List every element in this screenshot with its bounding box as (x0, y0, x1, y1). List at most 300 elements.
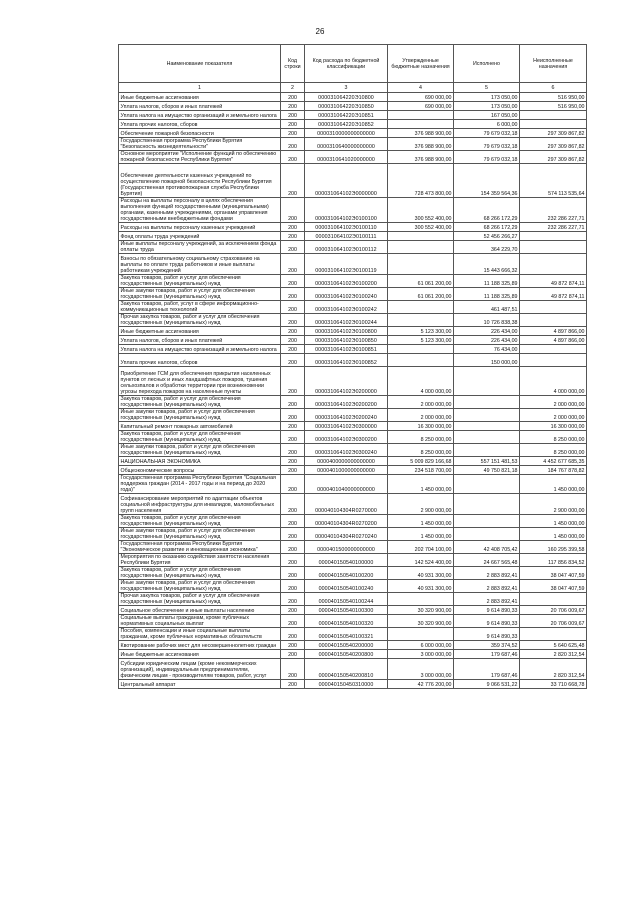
executed-amount-cell: 9 066 531,22 (454, 680, 520, 689)
executed-amount-cell: 179 687,46 (454, 659, 520, 680)
indicator-name-cell: Взносы по обязательному социальному страхованию на выплаты по оплате труда работников и иные выплаты работникам учреждений (119, 254, 281, 275)
line-code-cell: 200 (281, 457, 305, 466)
line-code-cell: 200 (281, 275, 305, 288)
indicator-name-cell: Прочая закупка товаров, работ и услуг для обеспечения государственных (муниципальных) нужд (119, 314, 281, 327)
budget-code-cell: 000031064102Э0300000 (305, 422, 388, 431)
executed-amount-cell: 9 614 890,33 (454, 606, 520, 615)
executed-amount-cell: 79 679 032,18 (454, 129, 520, 138)
budget-code-cell: 000040150540100300 (305, 606, 388, 615)
line-code-cell: 200 (281, 466, 305, 475)
budget-code-cell: 000031064102Э0100119 (305, 254, 388, 275)
budget-code-cell: 000040150540100320 (305, 615, 388, 628)
header-approved: Утвержденные бюджетные назначения (388, 45, 454, 83)
indicator-name-cell: Иные закупки товаров, работ и услуг для обеспечения государственных (муниципальных) нужд (119, 528, 281, 541)
approved-amount-cell: 4 000 000,00 (388, 367, 454, 396)
approved-amount-cell: 40 931 300,00 (388, 567, 454, 580)
unexecuted-amount-cell: 184 767 878,82 (520, 466, 587, 475)
unexecuted-amount-cell: 160 295 399,58 (520, 541, 587, 554)
executed-amount-cell (454, 396, 520, 409)
unexecuted-amount-cell (520, 254, 587, 275)
budget-code-cell: 0000401040000000000 (305, 475, 388, 494)
line-code-cell: 200 (281, 554, 305, 567)
budget-code-cell: 000031064102Э0200240 (305, 409, 388, 422)
unexecuted-amount-cell: 20 706 009,67 (520, 615, 587, 628)
table-row (119, 641, 587, 650)
approved-amount-cell (388, 593, 454, 606)
unexecuted-amount-cell (520, 241, 587, 254)
unexecuted-amount-cell: 516 950,00 (520, 102, 587, 111)
table-row (119, 314, 587, 327)
table-row (119, 254, 587, 275)
indicator-name-cell: Закупка товаров, работ и услуг для обеспечения государственных (муниципальных) нужд (119, 396, 281, 409)
executed-amount-cell: 364 229,70 (454, 241, 520, 254)
executed-amount-cell: 557 151 481,53 (454, 457, 520, 466)
unexecuted-amount-cell: 117 856 834,52 (520, 554, 587, 567)
budget-code-cell: 000040150540100240 (305, 580, 388, 593)
indicator-name-cell: Приобретение ГСМ для обеспечения прикрытия населенных пунктов от лесных и иных ландшафтных пожаров, тушения сельхозпалов и обработки территории при возникновении угрозы перехода пожаров на населенные пункты (119, 367, 281, 396)
table-row (119, 409, 587, 422)
table-row (119, 515, 587, 528)
line-code-cell: 200 (281, 151, 305, 164)
line-code-cell: 200 (281, 680, 305, 689)
table-row (119, 466, 587, 475)
table-row (119, 567, 587, 580)
approved-amount-cell: 2 000 000,00 (388, 396, 454, 409)
approved-amount-cell (388, 345, 454, 354)
approved-amount-cell (388, 314, 454, 327)
approved-amount-cell: 3 000 000,00 (388, 650, 454, 659)
table-row (119, 151, 587, 164)
indicator-name-cell: Государственная программа Республики Бурятия "Социальная поддержка граждан (2014 - 2017 годы и на период до 2020 года)" (119, 475, 281, 494)
approved-amount-cell: 6 000 000,00 (388, 641, 454, 650)
unexecuted-amount-cell (520, 120, 587, 129)
executed-amount-cell: 42 408 705,42 (454, 541, 520, 554)
approved-amount-cell: 300 552 400,00 (388, 198, 454, 223)
line-code-cell: 200 (281, 422, 305, 431)
approved-amount-cell (388, 120, 454, 129)
executed-amount-cell (454, 367, 520, 396)
unexecuted-amount-cell: 516 950,00 (520, 93, 587, 102)
table-row (119, 138, 587, 151)
indicator-name-cell: Иные бюджетные ассигнования (119, 93, 281, 102)
indicator-name-cell: Обеспечение деятельности казенных учреждений по осуществлению пожарной безопасности Республики Бурятия (Государственная противопожарная служба Республики Бурятия) (119, 164, 281, 198)
indicator-name-cell: Иные закупки товаров, работ и услуг для обеспечения государственных (муниципальных) нужд (119, 288, 281, 301)
executed-amount-cell (454, 515, 520, 528)
line-code-cell: 200 (281, 301, 305, 314)
unexecuted-amount-cell: 2 000 000,00 (520, 396, 587, 409)
column-number-row (119, 83, 587, 93)
line-code-cell: 200 (281, 138, 305, 151)
indicator-name-cell: Капитальный ремонт пожарных автомобилей (119, 422, 281, 431)
table-row (119, 422, 587, 431)
indicator-name-cell: Обеспечение пожарной безопасности (119, 129, 281, 138)
executed-amount-cell: 10 726 838,38 (454, 314, 520, 327)
executed-amount-cell: 15 443 666,32 (454, 254, 520, 275)
approved-amount-cell: 5 009 829 166,68 (388, 457, 454, 466)
unexecuted-amount-cell: 1 450 000,00 (520, 528, 587, 541)
executed-amount-cell (454, 528, 520, 541)
column-number: 3 (305, 83, 388, 93)
unexecuted-amount-cell: 2 820 312,54 (520, 659, 587, 680)
executed-amount-cell: 226 434,00 (454, 336, 520, 345)
unexecuted-amount-cell: 16 300 000,00 (520, 422, 587, 431)
line-code-cell: 200 (281, 111, 305, 120)
budget-code-cell: 000040150540200000 (305, 641, 388, 650)
unexecuted-amount-cell: 38 047 407,59 (520, 567, 587, 580)
line-code-cell: 200 (281, 580, 305, 593)
column-number: 6 (520, 83, 587, 93)
approved-amount-cell: 8 250 000,00 (388, 431, 454, 444)
line-code-cell: 200 (281, 367, 305, 396)
budget-execution-table (118, 44, 587, 689)
approved-amount-cell: 30 320 900,00 (388, 606, 454, 615)
budget-code-cell: 000031064102Э0100800 (305, 327, 388, 336)
unexecuted-amount-cell: 49 872 874,11 (520, 275, 587, 288)
indicator-name-cell: Социальные выплаты гражданам, кроме публичных нормативных социальных выплат (119, 615, 281, 628)
budget-code-cell: 000031064102Э0200200 (305, 396, 388, 409)
indicator-name-cell: Уплата прочих налогов, сборов (119, 120, 281, 129)
table-row (119, 336, 587, 345)
budget-code-cell: 000031064102Э0100200 (305, 275, 388, 288)
budget-code-cell: 000031064102Э0100852 (305, 354, 388, 367)
budget-code-cell: 000040150540100244 (305, 593, 388, 606)
approved-amount-cell: 2 900 000,00 (388, 494, 454, 515)
line-code-cell: 200 (281, 254, 305, 275)
table-row (119, 541, 587, 554)
line-code-cell: 200 (281, 354, 305, 367)
budget-code-cell: 000031064220Э10850 (305, 102, 388, 111)
indicator-name-cell: Закупка товаров, работ и услуг для обеспечения государственных (муниципальных) нужд (119, 567, 281, 580)
line-code-cell: 200 (281, 615, 305, 628)
line-code-cell: 200 (281, 593, 305, 606)
executed-amount-cell: 11 188 325,89 (454, 288, 520, 301)
line-code-cell: 200 (281, 567, 305, 580)
line-code-cell: 200 (281, 129, 305, 138)
indicator-name-cell: Иные закупки товаров, работ и услуг для обеспечения государственных (муниципальных) нужд (119, 580, 281, 593)
unexecuted-amount-cell: 33 710 668,78 (520, 680, 587, 689)
indicator-name-cell: Закупка товаров, работ, услуг в сфере информационно-коммуникационных технологий (119, 301, 281, 314)
line-code-cell: 200 (281, 606, 305, 615)
budget-code-cell: 000031064220Э10851 (305, 111, 388, 120)
table-row (119, 680, 587, 689)
table-row (119, 93, 587, 102)
indicator-name-cell: Иные выплаты персоналу учреждений, за исключением фонда оплаты труда (119, 241, 281, 254)
budget-code-cell: 0000310000000000000 (305, 129, 388, 138)
indicator-name-cell: Закупка товаров, работ и услуг для обеспечения государственных (муниципальных) нужд (119, 275, 281, 288)
column-number: 4 (388, 83, 454, 93)
approved-amount-cell: 690 000,00 (388, 102, 454, 111)
indicator-name-cell: Расходы на выплаты персоналу казенных учреждений (119, 223, 281, 232)
approved-amount-cell: 5 123 300,00 (388, 336, 454, 345)
indicator-name-cell: Софинансирование мероприятий по адаптации объектов социальной инфраструктуры для инвалидов, маломобильных групп населения (119, 494, 281, 515)
table-row (119, 628, 587, 641)
executed-amount-cell: 76 434,00 (454, 345, 520, 354)
executed-amount-cell: 68 266 172,29 (454, 198, 520, 223)
approved-amount-cell: 1 450 000,00 (388, 475, 454, 494)
budget-code-cell: 000031064102Э0100110 (305, 223, 388, 232)
line-code-cell: 200 (281, 659, 305, 680)
unexecuted-amount-cell: 4 452 677 685,35 (520, 457, 587, 466)
line-code-cell: 200 (281, 93, 305, 102)
approved-amount-cell (388, 628, 454, 641)
table-row (119, 659, 587, 680)
approved-amount-cell: 376 988 900,00 (388, 151, 454, 164)
line-code-cell: 200 (281, 336, 305, 345)
executed-amount-cell: 9 614 890,33 (454, 615, 520, 628)
executed-amount-cell: 173 050,00 (454, 93, 520, 102)
unexecuted-amount-cell: 4 897 866,00 (520, 336, 587, 345)
executed-amount-cell (454, 475, 520, 494)
approved-amount-cell (388, 241, 454, 254)
table-row (119, 354, 587, 367)
unexecuted-amount-cell (520, 345, 587, 354)
indicator-name-cell: Иные бюджетные ассигнования (119, 327, 281, 336)
table-row (119, 615, 587, 628)
unexecuted-amount-cell: 38 047 407,59 (520, 580, 587, 593)
table-row (119, 111, 587, 120)
table-row (119, 606, 587, 615)
executed-amount-cell: 167 050,00 (454, 111, 520, 120)
indicator-name-cell: Общеэкономические вопросы (119, 466, 281, 475)
approved-amount-cell: 42 776 200,00 (388, 680, 454, 689)
column-number: 2 (281, 83, 305, 93)
budget-code-cell: 000031064102Э0300200 (305, 431, 388, 444)
unexecuted-amount-cell (520, 593, 587, 606)
unexecuted-amount-cell: 49 872 874,11 (520, 288, 587, 301)
indicator-name-cell: Уплата налогов, сборов и иных платежей (119, 102, 281, 111)
budget-code-cell: 000040150540100000 (305, 554, 388, 567)
table-row (119, 198, 587, 223)
line-code-cell: 200 (281, 641, 305, 650)
table-row (119, 593, 587, 606)
approved-amount-cell (388, 232, 454, 241)
executed-amount-cell (454, 431, 520, 444)
approved-amount-cell: 728 473 800,00 (388, 164, 454, 198)
approved-amount-cell: 300 552 400,00 (388, 223, 454, 232)
unexecuted-amount-cell: 2 900 000,00 (520, 494, 587, 515)
unexecuted-amount-cell: 232 286 227,71 (520, 223, 587, 232)
budget-code-cell: 0000310641020000000 (305, 151, 388, 164)
approved-amount-cell: 16 300 000,00 (388, 422, 454, 431)
table-row (119, 129, 587, 138)
approved-amount-cell: 2 000 000,00 (388, 409, 454, 422)
line-code-cell: 200 (281, 475, 305, 494)
table-body (119, 93, 587, 689)
indicator-name-cell: Иные закупки товаров, работ и услуг для обеспечения государственных (муниципальных) нужд (119, 409, 281, 422)
executed-amount-cell: 68 266 172,29 (454, 223, 520, 232)
executed-amount-cell: 52 456 266,27 (454, 232, 520, 241)
line-code-cell: 200 (281, 241, 305, 254)
indicator-name-cell: Государственная программа Республики Бурятия "Безопасность жизнедеятельности" (119, 138, 281, 151)
table-row (119, 102, 587, 111)
unexecuted-amount-cell: 297 309 867,82 (520, 129, 587, 138)
unexecuted-amount-cell: 4 000 000,00 (520, 367, 587, 396)
indicator-name-cell: Мероприятия по оказанию содействия занятости населения Республики Бурятия (119, 554, 281, 567)
line-code-cell: 200 (281, 198, 305, 223)
line-code-cell: 200 (281, 515, 305, 528)
unexecuted-amount-cell (520, 232, 587, 241)
indicator-name-cell: НАЦИОНАЛЬНАЯ ЭКОНОМИКА (119, 457, 281, 466)
line-code-cell: 200 (281, 232, 305, 241)
approved-amount-cell: 5 123 300,00 (388, 327, 454, 336)
indicator-name-cell: Прочая закупка товаров, работ и услуг для обеспечения государственных (муниципальных) нужд (119, 593, 281, 606)
budget-code-cell: 000040104304R0270000 (305, 494, 388, 515)
executed-amount-cell: 359 374,52 (454, 641, 520, 650)
indicator-name-cell: Уплата налогов, сборов и иных платежей (119, 336, 281, 345)
unexecuted-amount-cell: 574 113 535,64 (520, 164, 587, 198)
executed-amount-cell: 226 434,00 (454, 327, 520, 336)
budget-code-cell: 000031064102Э0100242 (305, 301, 388, 314)
line-code-cell: 200 (281, 120, 305, 129)
approved-amount-cell: 202 704 100,00 (388, 541, 454, 554)
budget-code-cell: 000031064102Э0000000 (305, 164, 388, 198)
line-code-cell: 200 (281, 444, 305, 457)
unexecuted-amount-cell (520, 301, 587, 314)
executed-amount-cell: 24 667 565,48 (454, 554, 520, 567)
executed-amount-cell (454, 409, 520, 422)
executed-amount-cell: 79 679 032,18 (454, 151, 520, 164)
table-row (119, 580, 587, 593)
table-row (119, 232, 587, 241)
budget-code-cell: 000031064102Э0100244 (305, 314, 388, 327)
unexecuted-amount-cell: 1 450 000,00 (520, 475, 587, 494)
executed-amount-cell: 154 359 564,36 (454, 164, 520, 198)
executed-amount-cell: 173 050,00 (454, 102, 520, 111)
executed-amount-cell: 79 679 032,18 (454, 138, 520, 151)
indicator-name-cell: Основное мероприятие "Исполнение функций по обеспечению пожарной безопасности Республики Бурятия" (119, 151, 281, 164)
budget-code-cell: 000031064102Э0200000 (305, 367, 388, 396)
table-row (119, 223, 587, 232)
unexecuted-amount-cell: 2 820 312,54 (520, 650, 587, 659)
line-code-cell: 200 (281, 431, 305, 444)
budget-code-cell: 000031064102Э0100100 (305, 198, 388, 223)
unexecuted-amount-cell: 8 250 000,00 (520, 431, 587, 444)
executed-amount-cell: 2 883 892,41 (454, 580, 520, 593)
approved-amount-cell (388, 111, 454, 120)
budget-code-cell: 000040150540200810 (305, 659, 388, 680)
line-code-cell: 200 (281, 628, 305, 641)
table-row (119, 327, 587, 336)
unexecuted-amount-cell: 232 286 227,71 (520, 198, 587, 223)
table-row (119, 554, 587, 567)
indicator-name-cell: Уплата налога на имущество организаций и земельного налога (119, 111, 281, 120)
executed-amount-cell: 9 614 890,33 (454, 628, 520, 641)
executed-amount-cell: 461 487,51 (454, 301, 520, 314)
indicator-name-cell: Уплата налога на имущество организаций и земельного налога (119, 345, 281, 354)
approved-amount-cell: 376 988 900,00 (388, 138, 454, 151)
indicator-name-cell: Субсидии юридическим лицам (кроме некоммерческих организаций), индивидуальным предпринимателям, физическим лицам - производителям товаров, работ, услуг (119, 659, 281, 680)
executed-amount-cell: 179 687,46 (454, 650, 520, 659)
budget-code-cell: 000040104304R0270200 (305, 515, 388, 528)
unexecuted-amount-cell: 1 450 000,00 (520, 515, 587, 528)
indicator-name-cell: Центральный аппарат (119, 680, 281, 689)
budget-code-cell: 000031064220Э10800 (305, 93, 388, 102)
line-code-cell: 200 (281, 494, 305, 515)
header-budget-code: Код расхода по бюджетной классификации (305, 45, 388, 83)
executed-amount-cell: 2 883 892,41 (454, 593, 520, 606)
budget-code-cell: 000031064220Э10852 (305, 120, 388, 129)
approved-amount-cell: 61 061 200,00 (388, 288, 454, 301)
indicator-name-cell: Иные бюджетные ассигнования (119, 650, 281, 659)
page-number: 26 (315, 27, 325, 36)
budget-code-cell: 000031064102Э0100111 (305, 232, 388, 241)
budget-code-cell: 0000400000000000000 (305, 457, 388, 466)
budget-code-cell: 000031064102Э0100240 (305, 288, 388, 301)
approved-amount-cell: 8 250 000,00 (388, 444, 454, 457)
unexecuted-amount-cell: 20 706 009,67 (520, 606, 587, 615)
executed-amount-cell: 6 000,00 (454, 120, 520, 129)
table-row (119, 650, 587, 659)
approved-amount-cell: 376 988 900,00 (388, 129, 454, 138)
line-code-cell: 200 (281, 345, 305, 354)
approved-amount-cell: 142 524 400,00 (388, 554, 454, 567)
line-code-cell: 200 (281, 396, 305, 409)
approved-amount-cell: 3 000 000,00 (388, 659, 454, 680)
approved-amount-cell: 690 000,00 (388, 93, 454, 102)
indicator-name-cell: Уплата прочих налогов, сборов (119, 354, 281, 367)
executed-amount-cell: 11 188 325,89 (454, 275, 520, 288)
executed-amount-cell: 2 883 892,41 (454, 567, 520, 580)
indicator-name-cell: Фонд оплаты труда учреждений (119, 232, 281, 241)
line-code-cell: 200 (281, 327, 305, 336)
table-row (119, 494, 587, 515)
line-code-cell: 200 (281, 288, 305, 301)
indicator-name-cell: Иные закупки товаров, работ и услуг для обеспечения государственных (муниципальных) нужд (119, 444, 281, 457)
approved-amount-cell (388, 354, 454, 367)
column-number: 1 (119, 83, 281, 93)
table-row (119, 396, 587, 409)
budget-code-cell: 000031064102Э0300240 (305, 444, 388, 457)
table-row (119, 288, 587, 301)
unexecuted-amount-cell: 2 000 000,00 (520, 409, 587, 422)
approved-amount-cell (388, 301, 454, 314)
budget-code-cell: 000040104304R0270240 (305, 528, 388, 541)
unexecuted-amount-cell: 4 897 866,00 (520, 327, 587, 336)
table-row (119, 528, 587, 541)
unexecuted-amount-cell: 297 309 867,82 (520, 138, 587, 151)
budget-code-cell: 0000401500000000000 (305, 541, 388, 554)
approved-amount-cell: 234 518 700,00 (388, 466, 454, 475)
table-row (119, 444, 587, 457)
executed-amount-cell (454, 422, 520, 431)
table-row (119, 301, 587, 314)
indicator-name-cell: Закупка товаров, работ и услуг для обеспечения государственных (муниципальных) нужд (119, 515, 281, 528)
approved-amount-cell: 61 061 200,00 (388, 275, 454, 288)
budget-code-cell: 000031064102Э0100112 (305, 241, 388, 254)
line-code-cell: 200 (281, 541, 305, 554)
unexecuted-amount-cell: 8 250 000,00 (520, 444, 587, 457)
unexecuted-amount-cell: 297 309 867,82 (520, 151, 587, 164)
indicator-name-cell: Закупка товаров, работ и услуг для обеспечения государственных (муниципальных) нужд (119, 431, 281, 444)
header-indicator-name: Наименование показателя (119, 45, 281, 83)
executed-amount-cell (454, 494, 520, 515)
table-row (119, 241, 587, 254)
approved-amount-cell: 1 450 000,00 (388, 515, 454, 528)
table-row (119, 367, 587, 396)
approved-amount-cell: 1 450 000,00 (388, 528, 454, 541)
budget-code-cell: 0000401000000000000 (305, 466, 388, 475)
header-executed: Исполнено (454, 45, 520, 83)
executed-amount-cell: 150 000,00 (454, 354, 520, 367)
indicator-name-cell: Пособия, компенсации и иные социальные выплаты гражданам, кроме публичных нормативных обязательств (119, 628, 281, 641)
approved-amount-cell: 30 320 900,00 (388, 615, 454, 628)
unexecuted-amount-cell (520, 628, 587, 641)
table-row (119, 275, 587, 288)
budget-code-cell: 000040150540100200 (305, 567, 388, 580)
table-row (119, 431, 587, 444)
budget-code-cell: 0000310640000000000 (305, 138, 388, 151)
budget-code-cell: 000040150540100321 (305, 628, 388, 641)
